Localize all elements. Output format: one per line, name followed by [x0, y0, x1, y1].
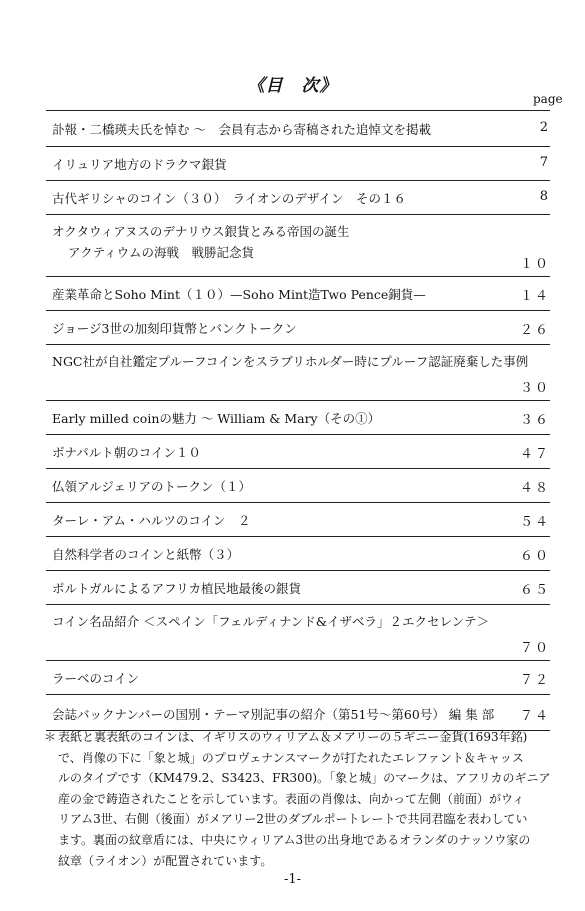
- toc-entry-page: 7: [539, 155, 550, 170]
- toc-entry-page: ５４: [519, 515, 550, 530]
- toc-entry: [46, 110, 550, 146]
- toc-entry: [46, 310, 550, 344]
- page-number: -1-: [283, 872, 302, 887]
- toc-entry: [46, 604, 550, 660]
- note-line: 産の金で鋳造されたことを示しています。表面の肖像は、向かって左側（前面）がウィ: [58, 791, 525, 806]
- note-text: [44, 727, 556, 871]
- toc-entry: [46, 502, 550, 536]
- toc-entry-title: 自然科学者のコインと紙幣（３）: [52, 547, 240, 562]
- note-line: で、肖像の下に「象と城」のプロヴェナンスマークが打たれたエレファント＆キャッス: [58, 750, 524, 765]
- toc-entry: [46, 146, 550, 180]
- toc-entry-title: 仏領アルジェリアのトークン（１）: [52, 479, 251, 494]
- toc-entry: [46, 660, 550, 694]
- toc-entry-page: 8: [539, 189, 550, 204]
- toc-entry-title: ラーベのコイン: [52, 671, 140, 686]
- toc-entry-page: ６５: [519, 583, 550, 598]
- toc-entry-title: ボナパルト朝のコイン１０: [52, 445, 201, 460]
- toc-entry: [46, 536, 550, 570]
- page-column-header: page: [533, 92, 563, 106]
- note-line: ます。裏面の紋章盾には、中央にウィリアム3世の出身地であるオランダのナッソウ家の: [58, 832, 531, 847]
- toc-entry: [46, 694, 550, 731]
- note-line: リアム3世、右側（後面）がメアリー2世のダブルポートレートで共同君臨を表わしてい: [58, 812, 528, 827]
- note-line: 紋章（ライオン）が配置されています。: [58, 853, 273, 868]
- toc-entry-title: NGC社が自社鑑定プルーフコインをスラブリホルダー時にプルーフ認証廃棄した事例: [52, 354, 529, 369]
- note-line: 表紙と裏表紙のコインは、イギリスのウィリアム＆メアリーの５ギニー金貨(1693年銘): [58, 730, 528, 744]
- toc-entry: [46, 434, 550, 468]
- note-line: ルのタイプです（KM479.2、S3423、FR300)。「象と城」のマークは、アフリカのギニア: [58, 771, 551, 786]
- toc-entry-title: ポルトガルによるアフリカ植民地最後の銀貨: [52, 581, 302, 596]
- toc-entry-page: ６０: [519, 549, 550, 564]
- toc-entry-title: オクタウィアヌスのデナリウス銀貨とみる帝国の誕生: [52, 224, 350, 239]
- toc-entry-page: ７２: [519, 673, 550, 688]
- toc-entry-title: 古代ギリシャのコイン（３０） ライオンのデザイン その１６: [52, 191, 407, 206]
- toc-entry-page: １４: [519, 289, 550, 304]
- toc-entry-title: コイン名品紹介 ＜スペイン「フェルディナンド&イザベラ」２エクセレンテ＞: [52, 614, 490, 629]
- toc-entry: [46, 214, 550, 276]
- toc-entry-page: ３６: [519, 413, 550, 428]
- toc-entry-title: ジョージ3世の加刻印貨幣とバンクトークン: [52, 321, 297, 336]
- toc-entry-title: ターレ・アム・ハルツのコイン ２: [52, 513, 251, 528]
- toc-entry-page: ４８: [519, 481, 550, 496]
- toc-entry-page: ２６: [519, 323, 550, 338]
- toc-entry: [46, 400, 550, 434]
- toc-entry-page: ７４: [519, 709, 550, 724]
- toc-entry-title: イリュリア地方のドラクマ銀貨: [52, 157, 227, 172]
- toc-entry-page: ４７: [519, 447, 550, 462]
- toc-entry-page: ３０: [519, 381, 550, 396]
- toc-entry-title: 産業革命とSoho Mint（１０）—Soho Mint造Two Pence銅貨—: [52, 287, 426, 302]
- toc-entry: [46, 180, 550, 214]
- cover-note: [44, 727, 556, 871]
- toc-entry: [46, 570, 550, 604]
- toc-heading: 《目 次》: [247, 76, 338, 96]
- toc-entry-page: １０: [519, 257, 550, 272]
- toc-entry-title: 訃報・二橋瑛夫氏を悼む ～ 会員有志から寄稿された追悼文を掲載: [52, 122, 431, 137]
- toc-entry-page: 2: [539, 120, 550, 135]
- toc-entry-title: 会誌バックナンバーの国別・テーマ別記事の紹介（第51号～第60号） 編 集 部: [52, 707, 495, 722]
- toc-entry-title: Early milled coinの魅力 ～ William & Mary（その①）: [52, 411, 381, 426]
- toc-entry: [46, 468, 550, 502]
- toc-entry-title: アクティウムの海戦 戦勝記念貨: [68, 245, 255, 260]
- note-marker: ＊: [44, 730, 57, 744]
- toc-entry: [46, 276, 550, 310]
- toc-entry: [46, 344, 550, 400]
- table-of-contents: [46, 110, 550, 731]
- toc-entry-page: ７０: [519, 641, 550, 656]
